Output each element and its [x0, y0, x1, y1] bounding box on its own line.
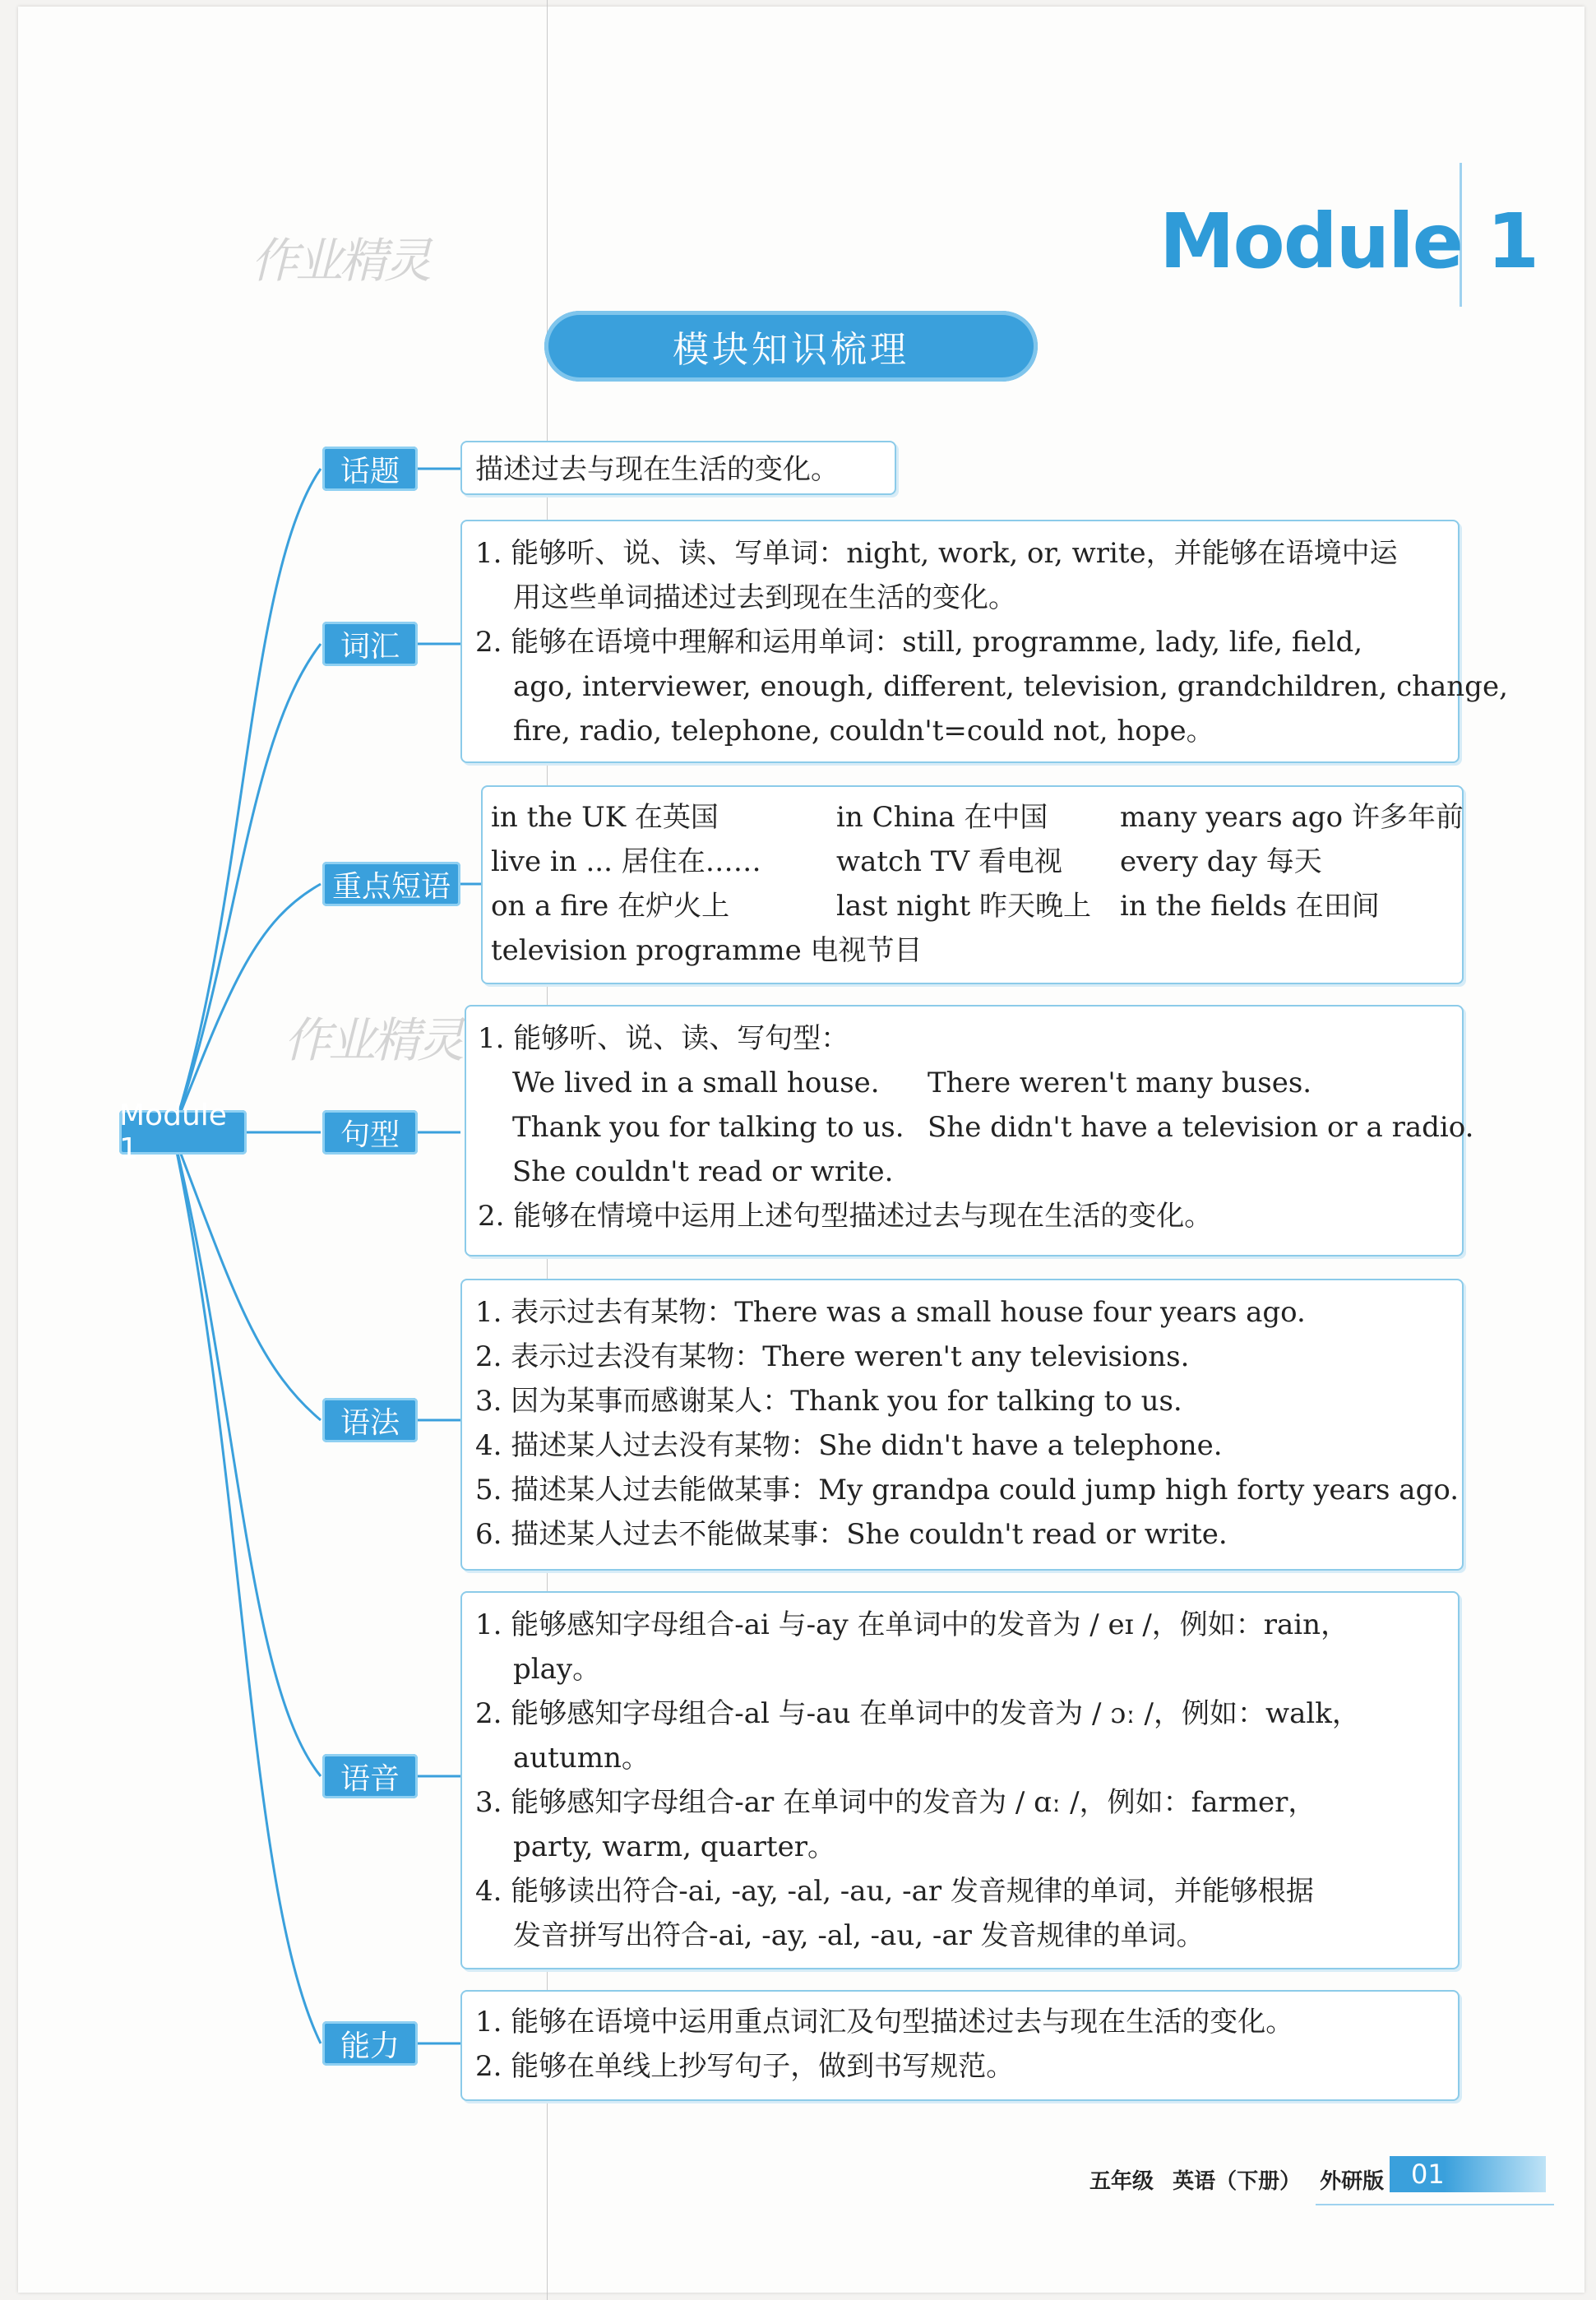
branch-ability — [173, 1132, 321, 2043]
phrase-item: watch TV 看电视 — [836, 845, 1062, 878]
phrases-box — [481, 785, 1464, 984]
phrase-item: on a fire 在炉火上 — [491, 890, 730, 923]
branch-phrases — [173, 884, 321, 1132]
book-info — [1089, 2164, 1395, 2195]
vocab-line: 2. 能够在语境中理解和运用单词：still, programme, lady, life, field, — [475, 626, 1363, 659]
phrase-item: television programme 电视节目 — [491, 934, 923, 967]
phrase-item: many years ago 许多年前 — [1120, 801, 1464, 834]
vocab-line: ago, interviewer, enough, different, television, grandchildren, change, — [513, 670, 1508, 703]
phonics-line: 3. 能够感知字母组合-ar 在单词中的发音为 / ɑː /，例如：farmer， — [475, 1786, 1316, 1819]
sentences-intro: 1. 能够听、说、读、写句型： — [478, 1022, 849, 1055]
page-number: 01 — [1390, 2156, 1546, 2192]
phonics-line: party, warm, quarter。 — [513, 1830, 835, 1863]
topic-text: 描述过去与现在生活的变化。 — [475, 453, 839, 486]
edition-label: 外研版 — [1320, 2169, 1385, 2194]
phonics-line: 1. 能够感知字母组合-ai 与-ay 在单词中的发音为 / eɪ /，例如：rain， — [475, 1608, 1349, 1641]
subject-label: 英语（下册） — [1173, 2169, 1302, 2194]
footer-rule — [1316, 2204, 1554, 2205]
grammar-line: 2. 表示过去没有某物：There weren't any televisions. — [475, 1340, 1190, 1373]
tag-phrases: 重点短语 — [322, 862, 460, 906]
sentence-pattern: Thank you for talking to us. — [512, 1111, 904, 1144]
phonics-line: 2. 能够感知字母组合-al 与-au 在单词中的发音为 / ɔː /，例如：walk， — [475, 1697, 1360, 1730]
module-title: Module 1 — [1159, 197, 1538, 285]
phonics-line: play。 — [513, 1653, 601, 1686]
watermark-top: 作业精灵 — [251, 233, 429, 289]
sentence-pattern: There weren't many buses. — [928, 1067, 1312, 1099]
grammar-box — [460, 1279, 1464, 1571]
branch-phonics — [173, 1132, 321, 1776]
tag-sentences: 句型 — [322, 1110, 418, 1155]
phrase-item: live in ... 居住在…… — [491, 845, 761, 878]
sentences-outro: 2. 能够在情境中运用上述句型描述过去与现在生活的变化。 — [478, 1200, 1213, 1233]
grammar-line: 3. 因为某事而感谢某人：Thank you for talking to us. — [475, 1385, 1182, 1418]
sentence-pattern: She couldn't read or write. — [512, 1155, 894, 1188]
branch-vocab — [173, 644, 321, 1132]
vocab-line: fire, radio, telephone, couldn't=could not, hope。 — [513, 715, 1214, 747]
vocab-line: 1. 能够听、说、读、写单词：night, work, or, write，并能够在语境中运 — [475, 537, 1398, 570]
phrase-item: every day 每天 — [1120, 845, 1322, 878]
branch-topic — [173, 469, 321, 1132]
tag-phonics: 语音 — [322, 1754, 418, 1798]
grammar-line: 5. 描述某人过去能做某事：My grandpa could jump high forty years ago. — [475, 1474, 1460, 1506]
grammar-line: 4. 描述某人过去没有某物：She didn't have a telephone. — [475, 1429, 1223, 1462]
vocab-box — [460, 520, 1508, 763]
phonics-line: 发音拼写出符合-ai, -ay, -al, -au, -ar 发音规律的单词。 — [513, 1919, 1205, 1952]
phonics-line: 4. 能够读出符合-ai, -ay, -al, -au, -ar 发音规律的单词，并能够根据 — [475, 1875, 1314, 1908]
phrase-item: in the UK 在英国 — [491, 801, 719, 834]
ability-line: 2. 能够在单线上抄写句子，做到书写规范。 — [475, 2050, 1015, 2083]
tag-ability: 能力 — [322, 2021, 418, 2066]
tag-grammar: 语法 — [322, 1398, 418, 1442]
phonics-line: autumn。 — [513, 1742, 650, 1775]
topic-box — [460, 441, 896, 495]
sentences-box — [465, 1005, 1474, 1256]
tag-vocab: 词汇 — [322, 622, 418, 666]
grammar-line: 6. 描述某人过去不能做某事：She couldn't read or write. — [475, 1518, 1228, 1551]
grade-label: 五年级 — [1089, 2169, 1154, 2194]
phrase-item: in China 在中国 — [836, 801, 1048, 834]
watermark-middle: 作业精灵 — [284, 1012, 462, 1068]
tag-topic: 话题 — [322, 447, 418, 491]
branch-grammar — [173, 1132, 321, 1420]
vocab-line: 用这些单词描述过去到现在生活的变化。 — [513, 581, 1016, 614]
grammar-line: 1. 表示过去有某物：There was a small house four years ago. — [475, 1296, 1306, 1329]
sentence-pattern: She didn't have a television or a radio. — [928, 1111, 1474, 1144]
phonics-box — [460, 1591, 1460, 1969]
root-node: Module 1 — [119, 1110, 247, 1155]
phrase-item: last night 昨天晚上 — [836, 890, 1091, 923]
ability-box — [460, 1990, 1460, 2101]
ability-line: 1. 能够在语境中运用重点词汇及句型描述过去与现在生活的变化。 — [475, 2006, 1294, 2039]
sentence-pattern: We lived in a small house. — [512, 1067, 880, 1099]
section-banner: 模块知识梳理 — [544, 311, 1038, 382]
phrase-item: in the fields 在田间 — [1120, 890, 1380, 923]
